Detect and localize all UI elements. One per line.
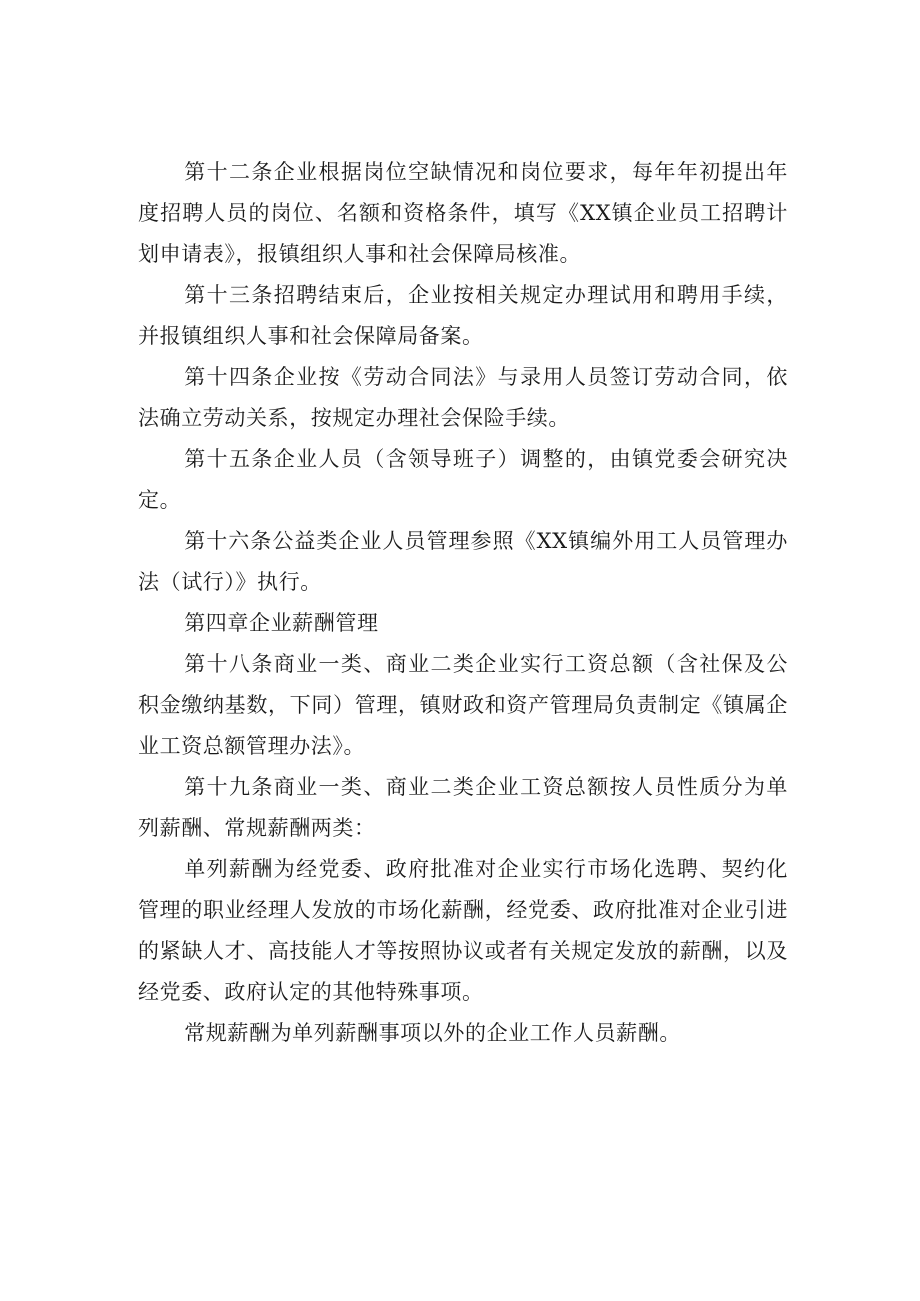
paragraph-article-12: 第十二条企业根据岗位空缺情况和岗位要求，每年年初提出年度招聘人员的岗位、名额和资格条件，填写《XX镇企业员工招聘计划申请表》，报镇组织人事和社会保障局核准。 — [138, 160, 788, 266]
paragraph-article-13: 第十三条招聘结束后，企业按相关规定办理试用和聘用手续，并报镇组织人事和社会保障局备案。 — [138, 283, 788, 348]
paragraph-regular-salary: 常规薪酬为单列薪酬事项以外的企业工作人员薪酬。 — [184, 1021, 681, 1045]
paragraph-special-salary: 单列薪酬为经党委、政府批准对企业实行市场化选聘、契约化管理的职业经理人发放的市场化薪酬，经党委、政府批准对企业引进的紧缺人才、高技能人才等按照协议或者有关规定发放的薪酬，以及经党委、政府认定的其他特殊事项。 — [138, 857, 788, 1004]
chapter-heading: 第四章企业薪酬管理 — [184, 611, 379, 635]
document-body — [138, 152, 788, 1054]
paragraph-article-19: 第十九条商业一类、商业二类企业工资总额按人员性质分为单列薪酬、常规薪酬两类： — [138, 775, 788, 840]
paragraph-article-16: 第十六条公益类企业人员管理参照《XX镇编外用工人员管理办法（试行）》执行。 — [138, 529, 788, 594]
paragraph-article-15: 第十五条企业人员（含领导班子）调整的，由镇党委会研究决定。 — [138, 447, 788, 512]
paragraph-article-18: 第十八条商业一类、商业二类企业实行工资总额（含社保及公积金缴纳基数，下同）管理，镇财政和资产管理局负责制定《镇属企业工资总额管理办法》。 — [138, 652, 788, 758]
paragraph-article-14: 第十四条企业按《劳动合同法》与录用人员签订劳动合同，依法确立劳动关系，按规定办理社会保险手续。 — [138, 365, 788, 430]
